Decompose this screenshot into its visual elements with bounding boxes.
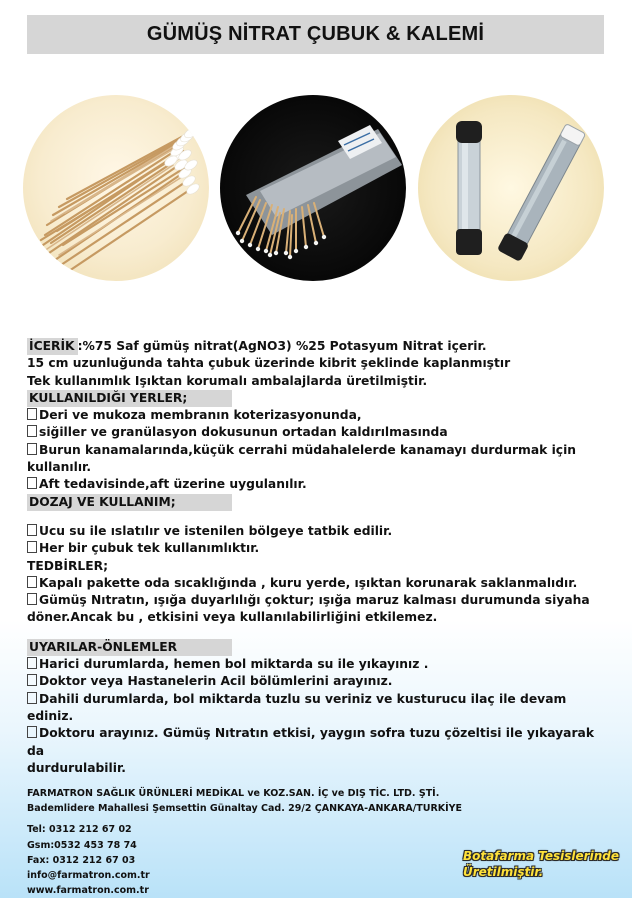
badge-line: Üretilmiştir. (463, 865, 544, 879)
spacer (27, 627, 607, 639)
product-image-sticks (23, 95, 209, 281)
list-item: siğiller ve granülasyon dokusunun ortadan kaldırılmasında (27, 424, 607, 441)
list-item: Harici durumlarda, hemen bol miktarda su ile yıkayınız . (27, 656, 607, 673)
email-address: info@farmatron.com.tr (27, 870, 150, 882)
product-description (27, 338, 607, 777)
list-item-continuation: durdurulabilir. (27, 760, 126, 775)
precautions-header: TEDBİRLER; (27, 558, 109, 573)
icerik-label: İCERİK (27, 338, 78, 355)
phone-number: Tel: 0312 212 67 02 (27, 824, 132, 836)
list-item: Gümüş Nıtratın, ışığa duyarlılığı çoktur; ışığa maruz kalması durumunda siyaha (27, 592, 607, 609)
content-line: Tek kullanımlık Işıktan korumalı ambalajlarda üretilmiştir. (27, 373, 428, 388)
product-image-box (220, 95, 406, 281)
product-image-pencil (418, 95, 604, 281)
website-address: www.farmatron.com.tr (27, 885, 149, 897)
list-item: Kapalı pakette oda sıcaklığında , kuru yerde, ışıktan korunarak saklanmalıdır. (27, 575, 607, 592)
list-item: Her bir çubuk tek kullanımlıktır. (27, 540, 607, 557)
bullet-box-icon (27, 425, 37, 437)
box-illustration (220, 95, 406, 281)
bullet-box-icon (27, 726, 37, 738)
content-line (27, 494, 607, 511)
company-footer (27, 786, 467, 898)
page-title: GÜMÜŞ NİTRAT ÇUBUK & KALEMİ (146, 23, 485, 45)
icerik-text: :%75 Saf gümüş nitrat(AgNO3) %25 Potasyum Nitrat içerir. (77, 339, 487, 353)
list-item-continuation: döner.Ancak bu , etkisini veya kullanılabilirliğini etkilemez. (27, 610, 438, 625)
list-item: Dahili durumlarda, bol miktarda tuzlu su veriniz ve kusturucu ilaç ile devam ediniz. (27, 691, 567, 723)
pencil-illustration (418, 95, 604, 281)
company-address: Bademlidere Mahallesi Şemsettin Günaltay Cad. 29/2 ÇANKAYA-ANKARA/TURKİYE (27, 803, 463, 815)
list-item: Ucu su ile ıslatılır ve istenilen bölgeye tatbik edilir. (27, 523, 607, 540)
badge-line: Botafarma Tesislerinde (463, 849, 619, 863)
spacer (27, 511, 607, 523)
content-line: 15 cm uzunluğunda tahta çubuk üzerinde kibrit şeklinde kaplanmıştır (27, 356, 511, 371)
gsm-number: Gsm:0532 453 78 74 (27, 839, 137, 851)
bullet-box-icon (27, 524, 37, 536)
bullet-box-icon (27, 593, 37, 605)
list-item: Doktor veya Hastanelerin Acil bölümlerini arayınız. (27, 673, 607, 690)
title-bar (27, 15, 604, 54)
warnings-header: UYARILAR-ÖNLEMLER (27, 639, 232, 656)
bullet-box-icon (27, 576, 37, 588)
company-name: FARMATRON SAĞLIK ÜRÜNLERİ MEDİKAL ve KOZ.SAN. İÇ ve DIŞ TİC. LTD. ŞTİ. (27, 788, 440, 799)
bullet-box-icon (27, 477, 37, 489)
production-badge (463, 848, 632, 880)
bullet-box-icon (27, 692, 37, 704)
content-line (27, 390, 607, 407)
bullet-box-icon (27, 443, 37, 455)
list-item: Aft tedavisinde,aft üzerine uygulanılır. (27, 476, 607, 493)
bullet-box-icon (27, 541, 37, 553)
fax-number: Fax: 0312 212 67 03 (27, 854, 136, 866)
usage-header: KULLANILDIĞI YERLER; (27, 390, 232, 407)
bullet-box-icon (27, 657, 37, 669)
list-item-continuation: kullanılır. (27, 460, 92, 475)
content-line (27, 338, 607, 355)
list-item: Doktoru arayınız. Gümüş Nıtratın etkisi, yaygın sofra tuzu çözeltisi ile yıkayarak da (27, 726, 595, 758)
sticks-illustration (23, 95, 209, 281)
bullet-box-icon (27, 408, 37, 420)
bullet-box-icon (27, 674, 37, 686)
content-line (27, 639, 607, 656)
list-item: Deri ve mukoza membranın koterizasyonunda, (27, 407, 607, 424)
dosage-header: DOZAJ VE KULLANIM; (27, 494, 232, 511)
list-item: Burun kanamalarında,küçük cerrahi müdahalelerde kanamayı durdurmak için (27, 442, 607, 459)
